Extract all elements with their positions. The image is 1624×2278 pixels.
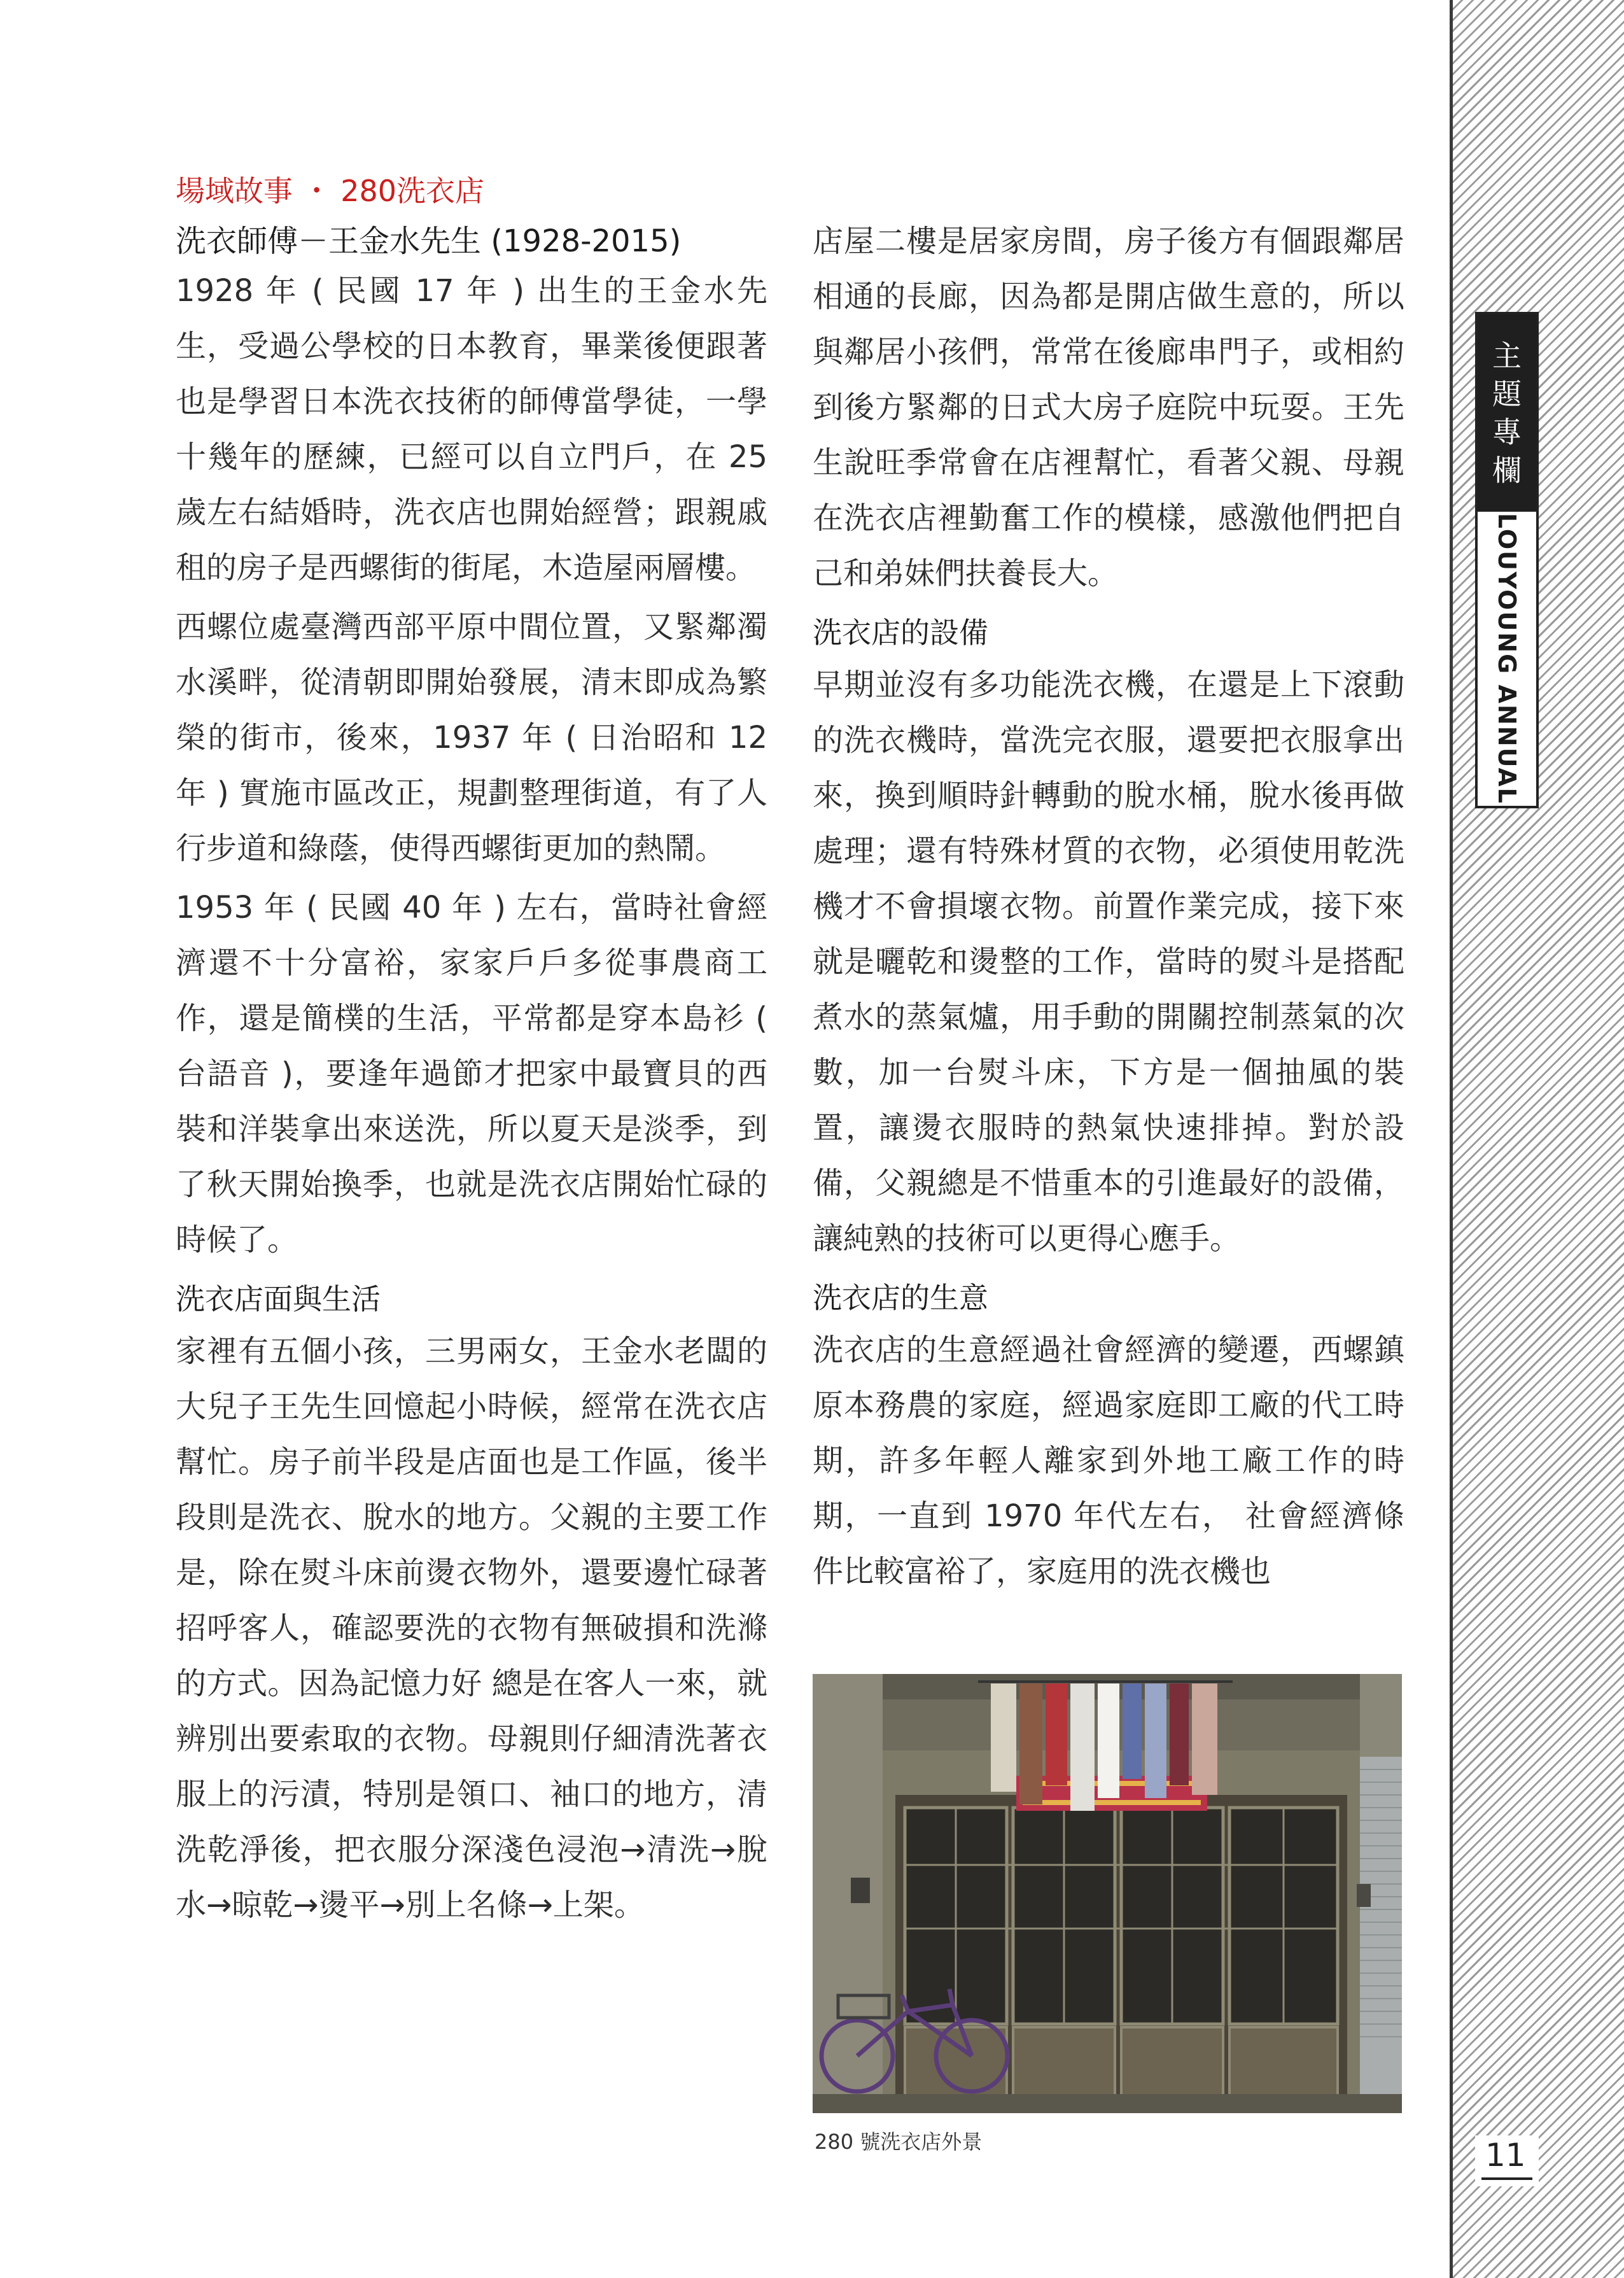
subheading-business: 洗衣店的生意 [813,1281,988,1315]
storefront-photo [813,1674,1402,2113]
paragraph-birth: 1928 年 ( 民國 17 年 ) 出生的王金水先生，受過公學校的日本教育，畢業後便跟著也是學習日本洗衣技術的師傅當學徒，一學十幾年的歷練，已經可以自立門戶，在 25 歲左右結婚時，洗衣店也開始經營；跟親戚租的房子是西螺街的街尾，木造屋兩層樓。 [176,273,767,586]
paragraph-equipment: 早期並沒有多功能洗衣機，在還是上下滾動的洗衣機時，當洗完衣服，還要把衣服拿出來，換到順時針轉動的脫水桶，脫水後再做處理；還有特殊材質的衣物，必須使用乾洗機才不會損壞衣物。前置作業完成，接下來就是曬乾和燙整的工作，當時的熨斗是搭配煮水的蒸氣爐，用手動的開關控制蒸氣的次數，加一台熨斗床，下方是一個抽風的裝置，讓燙衣服時的熱氣快速排掉。對於設備，父親總是不惜重本的引進最好的設備，讓純熟的技術可以更得心應手。 [813,667,1404,1256]
page-number: 11 [1485,2137,1526,2174]
column-tag-char: 題 [1492,377,1522,411]
person-title: 洗衣師傅－王金水先生 (1928-2015) [176,223,682,259]
paragraph-family: 家裡有五個小孩，三男兩女，王金水老闆的大兒子王先生回憶起小時候，經常在洗衣店幫忙。房子前半段是店面也是工作區，後半段則是洗衣、脫水的地方。父親的主要工作是，除在熨斗床前燙衣物外，還要邊忙碌著招呼客人，確認要洗的衣物有無破損和洗滌的方式。因為記憶力好 總是在客人一來，就辨別出要索取的衣物。母親則仔細清洗著衣服上的污漬，特別是領口、袖口的地方，清洗乾淨後，把衣服分深淺色浸泡→清洗→脫水→晾乾→燙平→別上名條→上架。 [176,1333,767,1923]
column-tag-char: 主 [1492,339,1522,373]
subheading-store-life: 洗衣店面與生活 [176,1282,381,1316]
paragraph-business: 洗衣店的生意經過社會經濟的變遷，西螺鎮原本務農的家庭，經過家庭即工廠的代工時期，許多年輕人離家到外地工廠工作的時期，一直到 1970 年代左右， 社會經濟條件比較富裕了，家庭用的洗衣機也 [813,1332,1404,1589]
paragraph-1953: 1953 年 ( 民國 40 年 ) 左右，當時社會經濟還不十分富裕，家家戶戶多從事農商工作，還是簡樸的生活，平常都是穿本島衫 ( 台語音 )，要逢年過節才把家中最寶貝的西裝和洋裝拿出來送洗，所以夏天是淡季，到了秋天開始換季，也就是洗衣店開始忙碌的時候了。 [176,890,767,1258]
left-column [176,171,767,1937]
page-number-box [1475,2135,1539,2186]
column-tag-dark [1478,314,1536,512]
paragraph-second-floor: 店屋二樓是居家房間，房子後方有個跟鄰居相通的長廊，因為都是開店做生意的，所以與鄰居小孩們，常常在後廊串門子，或相約到後方緊鄰的日式大房子庭院中玩耍。王先生說旺季常會在店裡幫忙，看著父親、母親在洗衣店裡勤奮工作的模樣，感激他們把自己和弟妹們扶養長大。 [813,223,1404,591]
right-column [813,214,1404,1603]
photo-caption: 280 號洗衣店外景 [815,2130,983,2154]
publication-name: LOUYOUNG ANNUAL [1493,513,1521,805]
page-number-underline [1481,2177,1532,2180]
paragraph-xiluo: 西螺位處臺灣西部平原中間位置，又緊鄰濁水溪畔，從清朝即開始發展，清末即成為繁榮的街市，後來，1937 年 ( 日治昭和 12 年 ) 實施市區改正，規劃整理街道，有了人行步道和綠蔭，使得西螺街更加的熱鬧。 [176,609,767,866]
section-label: 場域故事 ・ 280洗衣店 [176,174,485,208]
column-tag [1475,312,1539,808]
publication-name-wrap [1478,512,1536,806]
column-tag-char: 專 [1492,415,1522,449]
subheading-equipment: 洗衣店的設備 [813,615,988,650]
column-tag-char: 欄 [1492,453,1522,488]
